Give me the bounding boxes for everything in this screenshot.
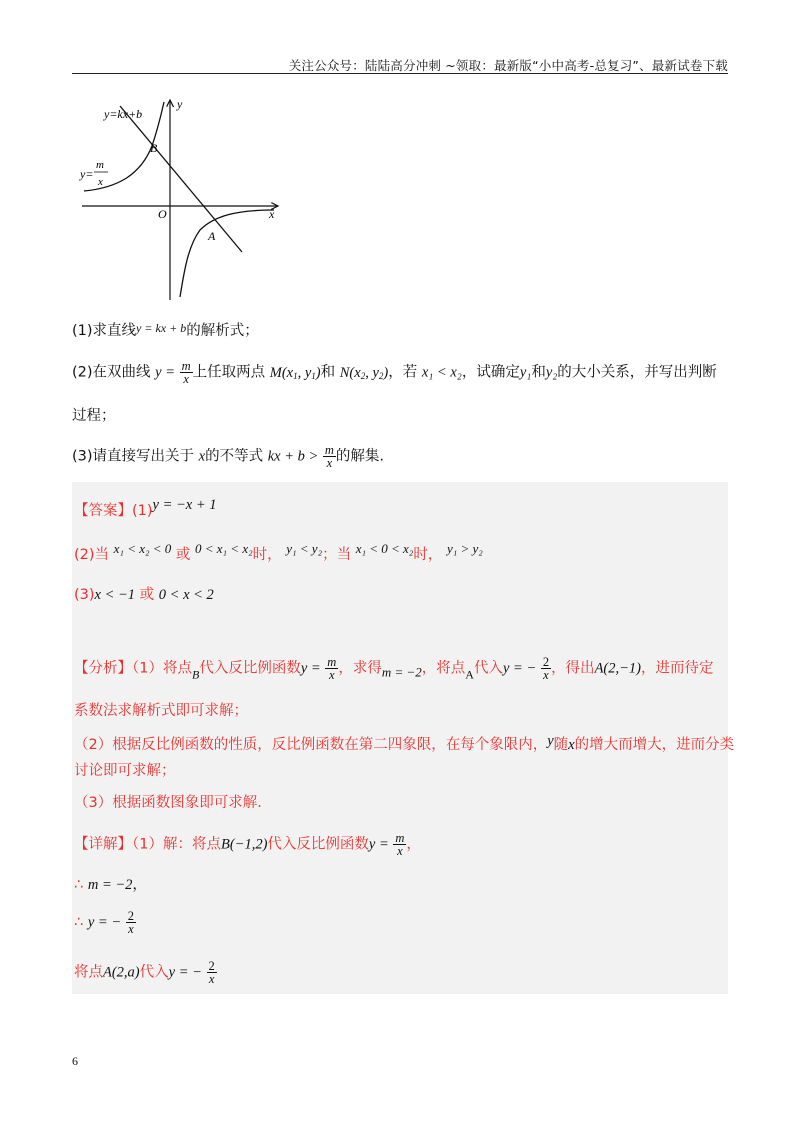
hyperbola-lower-right [180, 210, 274, 297]
answer-line-2: (2)当 x₁ < x₂ < 0 或 0 < x₁ < x₂时， y₁ < y₂；当 x₁ < 0 < x₂时， y₁ > y₂ [74, 541, 483, 563]
y-axis-label: y [177, 97, 183, 111]
hyperbola-label-den: x [98, 176, 103, 188]
analysis-line-2: 系数法求解析式即可求解； [74, 703, 248, 719]
analysis-line-3: （2）根据反比例函数的性质，反比例函数在第二四象限，在每个象限内，y随x的增大而增大，进而分类 [74, 733, 735, 753]
detail-line-3: ∴ y = − $\frac{2}{x}$ [74, 909, 134, 936]
detail-line-4: 将点A(2,a)代入y = − $\frac{2}{x}$ [74, 959, 215, 986]
analysis-line-5: （3）根据函数图象即可求解. [74, 795, 262, 811]
detail-line-2: ∴ m = −2， [74, 877, 147, 893]
page-header: 关注公众号：陆陆高分冲刺 ~领取：最新版“小中高考-总复习”、最新试卷下载 [288, 58, 728, 73]
point-a-label: A [208, 229, 216, 243]
question-1: (1)求直线$^{y = kx + b}$的解析式； [72, 321, 259, 339]
question-2: (2)在双曲线 y = $\frac{m}{x}$ 上任取两点 $M(x_1$, $y_1$)和 $N(x_2$, $y_2$)，若 x₁ < x₂，试确定y₁和y₂的大小关系，并写出判断 [72, 359, 717, 386]
origin-label: O [158, 207, 167, 221]
line-label: y=kx+b [104, 107, 143, 121]
question-3: (3)请直接写出关于 x的不等式 kx + b > $\frac{m}{x}$ 的解集. [72, 443, 385, 470]
point-b-label: B [150, 141, 158, 155]
answer-line-3: (3)x < −1 或 0 < x < 2 [74, 587, 214, 603]
function-graph [76, 94, 286, 304]
hyperbola-label: y= [80, 167, 94, 181]
hyperbola-label-num: m [96, 159, 104, 171]
question-2-line2: 过程； [72, 408, 116, 424]
analysis-line-4: 讨论即可求解； [74, 763, 176, 779]
point-n: $N(x_2$, $y_2$) [339, 364, 389, 381]
x-axis-label: x [269, 207, 275, 221]
point-m: $M(x_1$, $y_1$) [269, 364, 321, 381]
answer-line-1: 【答案】(1)y = −x + 1 [74, 497, 217, 519]
analysis-line-1: 【分析】（1）将点$_B$代入反比例函数y = $\frac{m}{x}$ ，求得m = −2，将点$_A$代入y = − $\frac{2}{x}$ ，得出A(2,−1)，进而待定 [74, 655, 714, 682]
header-rule [72, 73, 728, 74]
detail-line-1: 【详解】（1）解：将点B(−1,2)代入反比例函数y = $\frac{m}{x}$ ， [74, 831, 421, 858]
page-number: 6 [72, 1054, 78, 1068]
line-ykxb [120, 106, 242, 252]
